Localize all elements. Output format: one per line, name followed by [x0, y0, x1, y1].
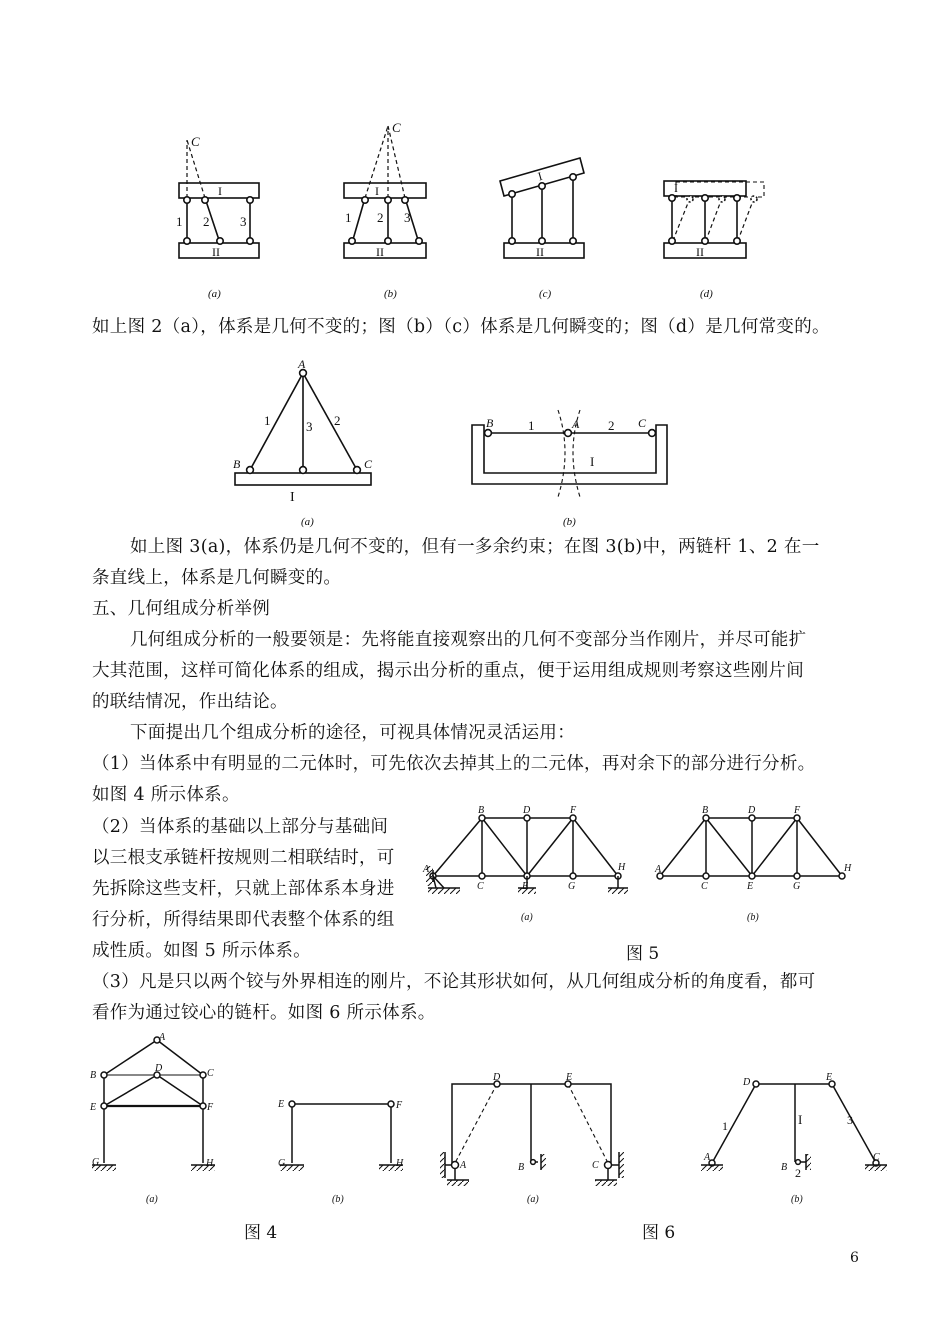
label-bar-2: 2 [334, 413, 341, 428]
label-c: C [477, 881, 484, 892]
label-e: E [90, 1102, 97, 1113]
fig3-paragraph-line2: 条直线上，体系是几何瞬变的。 [92, 568, 342, 588]
label-bar-1: 1 [345, 210, 352, 225]
label-b: B [518, 1162, 525, 1173]
label-a: A [655, 864, 662, 875]
label-g: G [568, 881, 576, 892]
subcaption-b: (b) [563, 516, 576, 528]
subcaption-b: (b) [332, 1194, 344, 1205]
label-body-ii: II [696, 245, 704, 259]
label-e: E [278, 1099, 285, 1110]
subcaption-a: (a) [527, 1194, 539, 1205]
label-d: D [493, 1072, 501, 1083]
label-c: C [592, 1160, 599, 1171]
label-g: G [278, 1158, 286, 1169]
label-bar-3: 3 [240, 214, 247, 229]
subcaption-a: (a) [208, 288, 221, 300]
label-g: G [92, 1157, 100, 1168]
label-bar-1: 1 [176, 214, 183, 229]
para1-line2: 大其范围，这样可简化体系的组成，揭示出分析的重点，便于运用组成规则考察这些刚片间 [92, 661, 804, 681]
fig3-paragraph-line1: 如上图 3(a)，体系仍是几何不变的，但有一多余约束；在图 3(b)中，两链杆 1、2 在一 [130, 537, 820, 557]
label-h: H [206, 1158, 214, 1169]
figure-6 [440, 1072, 887, 1205]
figure-3 [233, 357, 667, 528]
label-d: D [155, 1063, 163, 1074]
label-a: A [298, 357, 306, 371]
label-c: C [191, 134, 200, 149]
label-b: B [702, 805, 709, 816]
label-bar-3: 3 [306, 419, 313, 434]
label-body-i: I [798, 1112, 803, 1127]
item1-line1: （1）当体系中有明显的二元体时，可先依次去掉其上的二元体，再对余下的部分进行分析。 [92, 754, 816, 774]
label-e: E [826, 1072, 833, 1083]
label-bar-2: 2 [377, 210, 384, 225]
label-c: C [364, 457, 373, 471]
subcaption-d: (d) [700, 288, 713, 300]
label-a: A [704, 1152, 711, 1163]
item3-line2: 看作为通过铰心的链杆。如图 6 所示体系。 [92, 1003, 436, 1023]
figure-2a [176, 134, 259, 300]
label-c: C [207, 1068, 214, 1079]
label-body-ii: II [536, 245, 544, 259]
label-c: C [392, 120, 401, 135]
label-f: F [570, 805, 577, 816]
figure-2 [176, 120, 764, 300]
subcaption-a: (a) [521, 912, 533, 923]
figure-5b [654, 805, 852, 923]
fig5-caption: 图 5 [626, 944, 660, 964]
label-b: B [781, 1162, 788, 1173]
label-bar-2: 2 [203, 214, 210, 229]
label-f: F [396, 1100, 403, 1111]
label-f: F [794, 805, 801, 816]
para2-line1: 下面提出几个组成分析的途径，可视具体情况灵活运用： [130, 723, 575, 743]
figure-2d [664, 181, 764, 300]
page-number: 6 [850, 1250, 859, 1266]
section-heading: 五、几何组成分析举例 [92, 599, 270, 619]
subcaption-b: (b) [791, 1194, 803, 1205]
figure-4b [277, 1099, 404, 1205]
figure-5 [422, 805, 852, 923]
label-b: B [233, 457, 241, 471]
label-bar-2: 2 [795, 1166, 801, 1180]
item3-line1: （3）凡是只以两个铰与外界相连的刚片，不论其形状如何，从几何组成分析的角度看，都可 [92, 972, 816, 992]
figure-6b [701, 1072, 887, 1205]
fig2-caption: 如上图 2（a），体系是几何不变的；图（b）（c）体系是几何瞬变的；图（d）是几何常变的。 [92, 317, 830, 337]
label-body-ii: II [212, 245, 220, 259]
label-b: B [478, 805, 485, 816]
subcaption-a: (a) [146, 1194, 158, 1205]
figure-4 [89, 1032, 404, 1205]
label-bar-1: 1 [722, 1119, 728, 1133]
label-bar-2: 2 [608, 418, 615, 433]
label-e: E [566, 1072, 573, 1083]
figure-5a [422, 805, 628, 923]
subcaption-c: (c) [539, 288, 552, 300]
label-h: H [618, 862, 626, 873]
item2-line4: 行分析，所得结果即代表整个体系的组 [92, 910, 395, 930]
label-d: D [743, 1077, 751, 1088]
item2-line2: 以三根支承链杆按规则二相联结时，可 [92, 848, 395, 868]
fig4-caption: 图 4 [244, 1223, 278, 1243]
label-a: A [159, 1032, 166, 1043]
label-body-i: I [375, 184, 379, 198]
item1-line2: 如图 4 所示体系。 [92, 785, 240, 805]
label-body-i: I [218, 184, 222, 198]
label-e: E [747, 881, 754, 892]
label-f: F [207, 1102, 214, 1113]
label-e: E [522, 881, 529, 892]
label-bar-3: 3 [404, 210, 411, 225]
label-g: G [793, 881, 801, 892]
item2-line5: 成性质。如图 5 所示体系。 [92, 941, 311, 961]
figure-4a [89, 1032, 215, 1205]
label-c: C [873, 1152, 880, 1163]
label-bar-1: 1 [528, 418, 535, 433]
label-b: B [486, 416, 494, 430]
para1-line1: 几何组成分析的一般要领是：先将能直接观察出的几何不变部分当作刚片，并尽可能扩 [130, 630, 807, 650]
figure-6a [440, 1072, 624, 1205]
label-a: A [572, 417, 580, 431]
label-bar-1: 1 [264, 413, 271, 428]
label-b: B [90, 1070, 97, 1081]
label-d: D [748, 805, 756, 816]
subcaption-a: (a) [301, 516, 314, 528]
item2-line1: （2）当体系的基础以上部分与基础间 [92, 817, 389, 837]
subcaption-b: (b) [747, 912, 759, 923]
label-h: H [396, 1158, 404, 1169]
label-body-i: I [674, 181, 678, 195]
figure-3b [472, 410, 667, 528]
fig6-caption: 图 6 [642, 1223, 676, 1243]
figure-2c [500, 158, 584, 300]
label-body-ii: II [376, 245, 384, 259]
label-c: C [701, 881, 708, 892]
subcaption-b: (b) [384, 288, 397, 300]
label-c: C [638, 416, 647, 430]
label-a: A [423, 864, 430, 875]
item2-line3: 先拆除这些支杆，只就上部体系本身进 [92, 879, 395, 899]
para1-line3: 的联结情况，作出结论。 [92, 692, 288, 712]
label-a: A [460, 1160, 467, 1171]
label-body-i: I [536, 168, 544, 184]
figure-3a [233, 357, 373, 528]
label-bar-3: 3 [847, 1113, 853, 1127]
figure-2b [344, 120, 426, 300]
label-body-i: I [590, 454, 595, 469]
label-h: H [844, 863, 852, 874]
label-d: D [523, 805, 531, 816]
label-body-i: I [290, 490, 295, 505]
